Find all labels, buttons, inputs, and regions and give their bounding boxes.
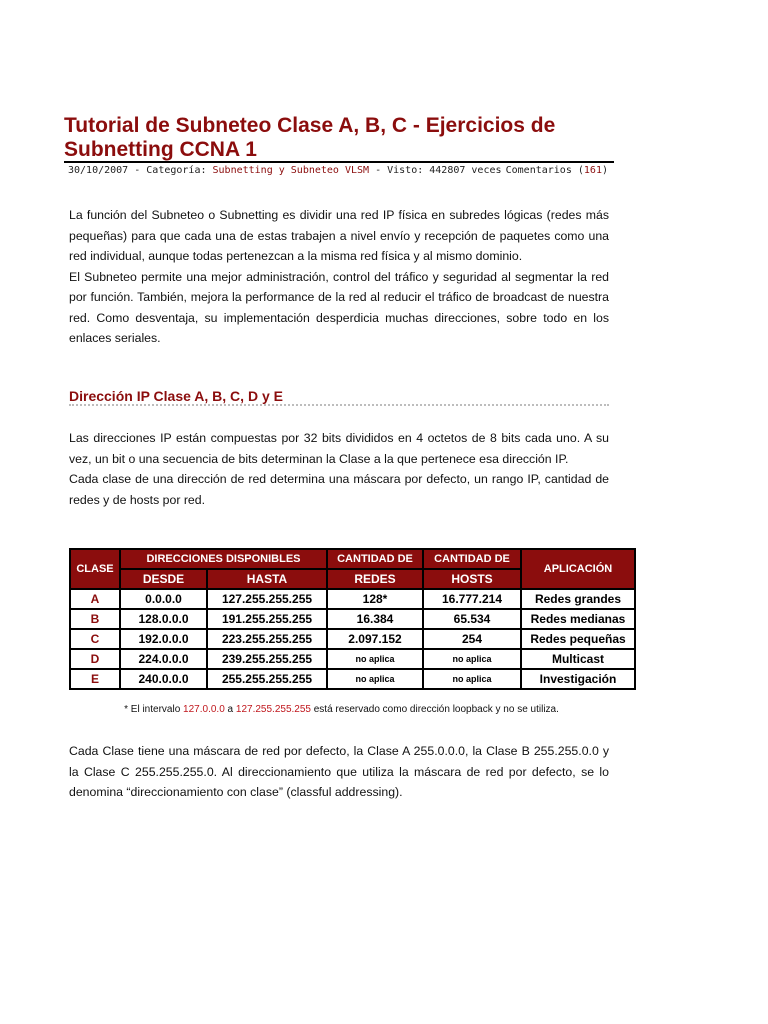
note-prefix: * El intervalo	[124, 704, 184, 715]
section-text-1: Las direcciones IP están compuestas por 32 bits divididos en 4 octetos de 8 bits cada uno. A su vez, un bit o una secuencia de bits determinan la Clase a la que pertenece esa dirección IP.	[69, 431, 609, 466]
cell-clase: E	[70, 669, 120, 689]
cell-aplicacion: Multicast	[521, 649, 635, 669]
cell-aplicacion: Redes pequeñas	[521, 629, 635, 649]
cell-aplicacion: Redes grandes	[521, 589, 635, 609]
cell-aplicacion: Redes medianas	[521, 609, 635, 629]
cell-redes: 2.097.152	[327, 629, 423, 649]
table-row	[70, 589, 635, 609]
section-heading: Dirección IP Clase A, B, C, D y E	[69, 388, 283, 404]
cell-hosts: 16.777.214	[423, 589, 521, 609]
table-footnote	[69, 704, 614, 715]
note-mid: a	[224, 704, 236, 715]
cell-clase: B	[70, 609, 120, 629]
header-hasta: HASTA	[207, 569, 327, 589]
cell-clase: C	[70, 629, 120, 649]
category-link[interactable]: Subnetting y Subneteo VLSM	[212, 165, 370, 176]
cell-clase: A	[70, 589, 120, 609]
cell-hosts: no aplica	[423, 649, 521, 669]
header-desde: DESDE	[120, 569, 207, 589]
cell-desde: 192.0.0.0	[120, 629, 207, 649]
cell-hasta: 239.255.255.255	[207, 649, 327, 669]
title-divider	[64, 161, 614, 163]
cell-hasta: 127.255.255.255	[207, 589, 327, 609]
cell-hasta: 223.255.255.255	[207, 629, 327, 649]
meta-info	[68, 165, 502, 176]
cell-clase: D	[70, 649, 120, 669]
cell-hosts: no aplica	[423, 669, 521, 689]
cell-hosts: 65.534	[423, 609, 521, 629]
note-suffix: está reservado como dirección loopback y no se utiliza.	[310, 704, 559, 715]
header-hosts-top: CANTIDAD DE	[423, 549, 521, 569]
comments-label: Comentarios (	[505, 165, 584, 176]
intro-text-2: El Subneteo permite una mejor administración, control del tráfico y seguridad al segmentar la red por función. También, mejora la performance de la red al reducir el tráfico de broadcast de nuestra red. Como desventaja, su implementación desperdicia muchas direcciones, sobre todo en los enlaces seriales.	[69, 269, 609, 345]
header-redes-bottom: REDES	[327, 569, 423, 589]
ip-class-table	[69, 548, 636, 690]
meta-category-prefix: - Categoría:	[128, 165, 213, 176]
cell-hosts: 254	[423, 629, 521, 649]
meta-views: - Visto: 442807 veces	[369, 165, 502, 176]
note-range-to: 127.255.255.255	[235, 704, 311, 715]
meta-comments	[506, 165, 608, 176]
article-title: Tutorial de Subneteo Clase A, B, C - Ejercicios de Subnetting CCNA 1	[64, 114, 556, 161]
comments-count-link[interactable]: 161	[583, 165, 602, 176]
table-row	[70, 649, 635, 669]
meta-date: 30/10/2007	[68, 165, 129, 176]
section-divider	[69, 404, 609, 406]
article-meta	[68, 165, 612, 179]
section-text-2: Cada clase de una dirección de red determina una máscara por defecto, un rango IP, cantidad de redes y de hosts por red.	[69, 472, 609, 507]
comments-close: )	[601, 165, 608, 176]
section-paragraph	[69, 428, 609, 510]
header-direcciones: DIRECCIONES DISPONIBLES	[120, 549, 327, 569]
header-redes-top: CANTIDAD DE	[327, 549, 423, 569]
cell-hasta: 191.255.255.255	[207, 609, 327, 629]
intro-paragraph	[69, 205, 609, 349]
cell-desde: 224.0.0.0	[120, 649, 207, 669]
closing-paragraph: Cada Clase tiene una máscara de red por defecto, la Clase A 255.0.0.0, la Clase B 255.255.0.0 y la Clase C 255.255.255.0. Al direccionamiento que utiliza la máscara de red por defecto, se lo denomina “direccionamiento con clase” (classful addressing).	[69, 744, 609, 799]
intro-text-1: La función del Subneteo o Subnetting es dividir una red IP física en subredes lógicas (redes más pequeñas) para que cada una de estas trabajen a nivel envío y recepción de paquetes como una red individual, aunque todas pertenezcan a la misma red física y al mismo dominio.	[69, 208, 609, 263]
cell-redes: 128*	[327, 589, 423, 609]
header-aplicacion: APLICACIÓN	[521, 549, 635, 589]
cell-desde: 0.0.0.0	[120, 589, 207, 609]
table-row	[70, 609, 635, 629]
table-row	[70, 629, 635, 649]
cell-aplicacion: Investigación	[521, 669, 635, 689]
table-header-row	[70, 549, 635, 569]
cell-redes: 16.384	[327, 609, 423, 629]
header-hosts-bottom: HOSTS	[423, 569, 521, 589]
cell-hasta: 255.255.255.255	[207, 669, 327, 689]
note-range-from: 127.0.0.0	[183, 704, 225, 715]
cell-desde: 240.0.0.0	[120, 669, 207, 689]
header-clase: CLASE	[70, 549, 120, 589]
cell-redes: no aplica	[327, 669, 423, 689]
table-row	[70, 669, 635, 689]
cell-redes: no aplica	[327, 649, 423, 669]
cell-desde: 128.0.0.0	[120, 609, 207, 629]
